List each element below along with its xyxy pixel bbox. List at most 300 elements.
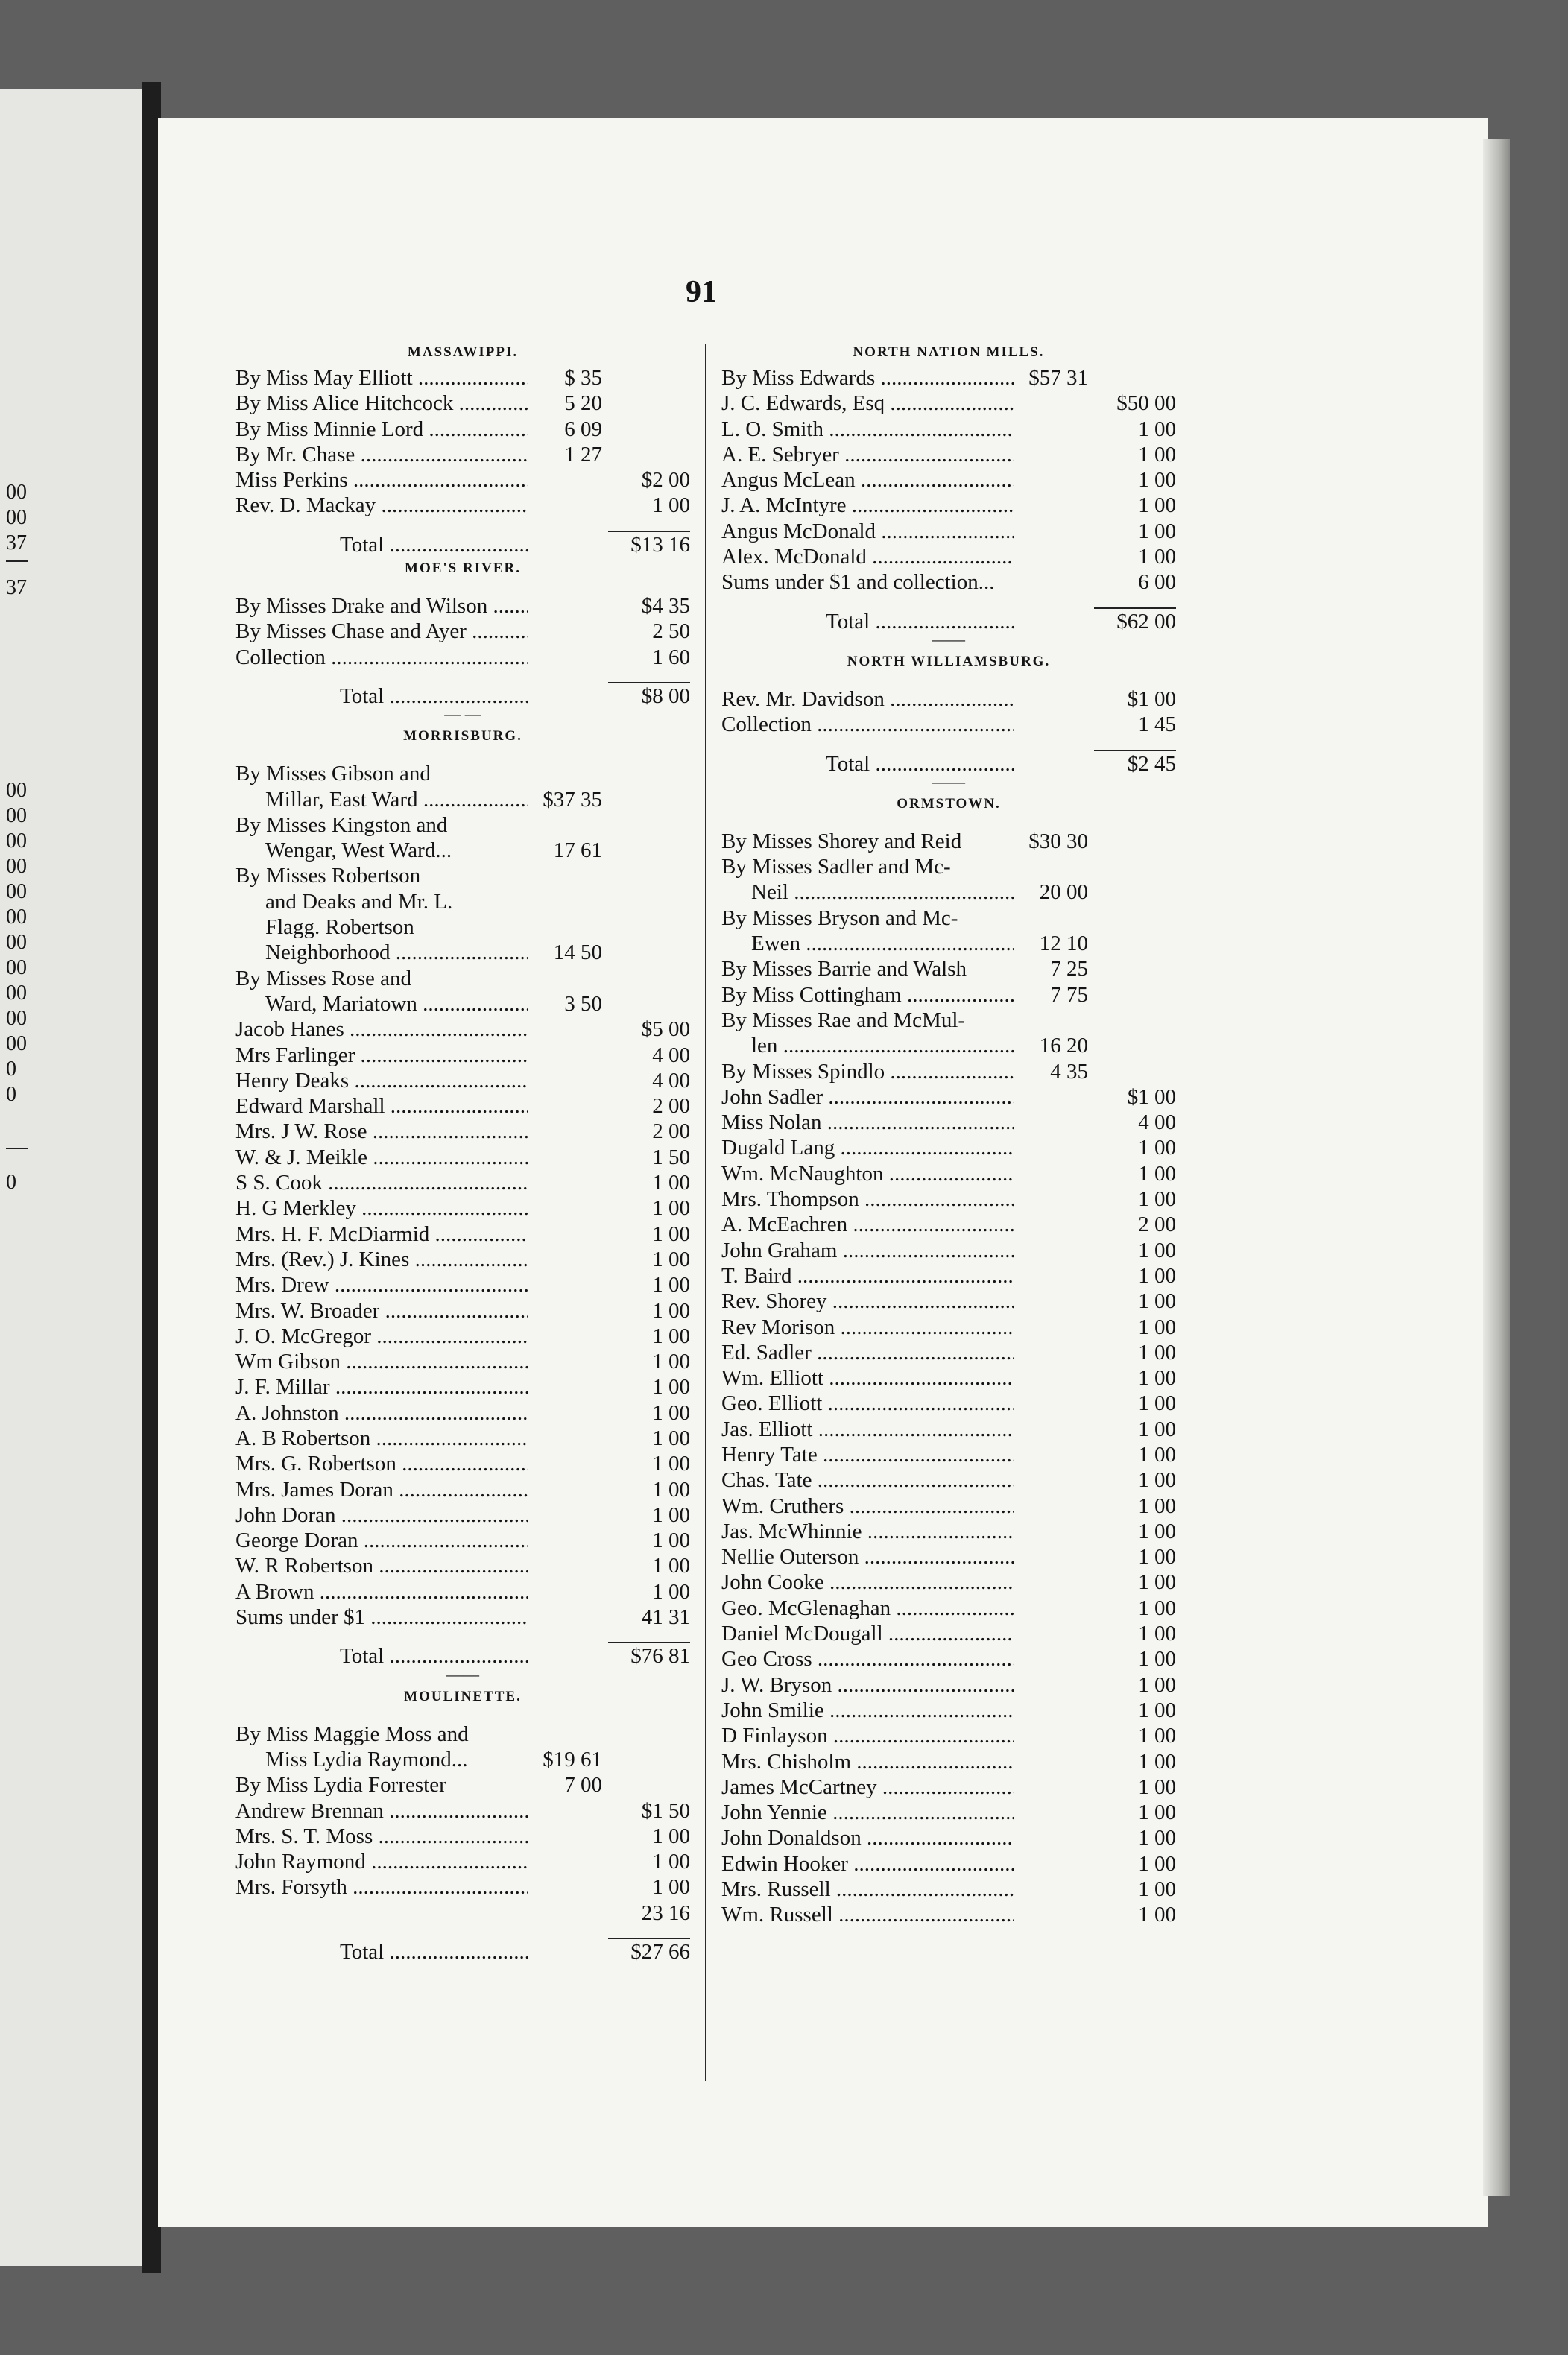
donor-name: Neighborhood ..... xyxy=(235,940,528,965)
collector-row xyxy=(721,905,1176,931)
subtotal-amount: 5 20 xyxy=(564,391,602,416)
subtotal-amount: $ 35 xyxy=(564,366,602,390)
donor-name: Flagg. Robertson xyxy=(265,915,414,940)
donor-row xyxy=(235,1900,690,1926)
donor-row xyxy=(721,519,1176,544)
facing-page xyxy=(0,89,146,2266)
donor-row xyxy=(235,1400,690,1426)
donor-row xyxy=(721,1186,1176,1212)
amount: 1 00 xyxy=(1138,1698,1176,1722)
total-label: Total ..... xyxy=(235,532,528,557)
donor-row xyxy=(721,1723,1176,1748)
donor-name: By Miss Lydia Forrester xyxy=(235,1773,446,1798)
amount: 1 45 xyxy=(1138,712,1176,737)
amount: $76 81 xyxy=(608,1642,690,1669)
subtotal-amount: 7 75 xyxy=(1050,982,1088,1007)
amount: 1 00 xyxy=(652,1247,690,1271)
donor-name: By Misses Chase and Ayer ..... xyxy=(235,619,528,644)
amount: $13 16 xyxy=(608,531,690,557)
donor-row xyxy=(235,1145,690,1170)
donor-name: Wm. Elliott ..... xyxy=(721,1365,1014,1391)
spacer xyxy=(721,674,1176,686)
donor-name: Edward Marshall ..... xyxy=(235,1093,528,1119)
donor-row xyxy=(721,493,1176,518)
donor-name: Sums under $1 and collection... xyxy=(721,570,995,595)
subtotal-amount: 7 25 xyxy=(1050,957,1088,981)
collector-row xyxy=(721,1059,1176,1084)
amount: 1 00 xyxy=(652,1502,690,1527)
donor-row xyxy=(721,1340,1176,1365)
amount: 1 00 xyxy=(1138,1161,1176,1186)
collector-row xyxy=(721,1033,1176,1058)
collector-row xyxy=(235,863,690,888)
facing-page-amount: 00 xyxy=(6,855,27,878)
total-label: Total ..... xyxy=(235,1939,528,1964)
collector-row xyxy=(235,889,690,914)
donor-row xyxy=(235,493,690,518)
donor-name: Mrs. Russell ..... xyxy=(721,1877,1014,1902)
donor-row xyxy=(721,1365,1176,1391)
amount: 1 00 xyxy=(652,1579,690,1604)
collector-row xyxy=(721,829,1176,854)
donor-name: Geo. Elliott ..... xyxy=(721,1391,1014,1416)
left-column xyxy=(235,340,690,1963)
collector-row xyxy=(721,956,1176,981)
facing-page-amount: 00 xyxy=(6,956,27,979)
amount: 1 00 xyxy=(1138,1493,1176,1518)
amount: 1 60 xyxy=(652,645,690,669)
amount: 1 00 xyxy=(1138,493,1176,518)
amount: 1 00 xyxy=(1138,1340,1176,1365)
subtotal-amount: 4 35 xyxy=(1050,1059,1088,1084)
amount: $62 00 xyxy=(1094,607,1176,634)
amount: 1 00 xyxy=(1138,1366,1176,1391)
subtotal-amount: $19 61 xyxy=(543,1747,602,1771)
donor-row xyxy=(235,1349,690,1374)
amount: 1 00 xyxy=(1138,1903,1176,1927)
facing-page-amount: 0 xyxy=(6,1171,16,1194)
facing-page-amount: 00 xyxy=(6,829,27,853)
donor-row xyxy=(721,1493,1176,1519)
amount: 1 00 xyxy=(652,1350,690,1374)
collector-row xyxy=(235,1722,690,1747)
collector-row xyxy=(235,391,690,416)
collector-row xyxy=(235,838,690,863)
amount: $50 00 xyxy=(1116,391,1176,416)
amount: 1 00 xyxy=(1138,519,1176,543)
amount: 1 00 xyxy=(652,1273,690,1297)
subtotal-amount: 3 50 xyxy=(564,991,602,1016)
donor-row xyxy=(235,1451,690,1476)
donor-row xyxy=(721,544,1176,569)
subtotal-amount: 20 00 xyxy=(1039,880,1088,905)
donor-name: Alex. McDonald ..... xyxy=(721,544,1014,569)
donor-row xyxy=(235,1849,690,1874)
donor-row xyxy=(721,1161,1176,1186)
section-separator: —— xyxy=(446,1664,479,1684)
amount: 1 00 xyxy=(652,1875,690,1900)
total-row xyxy=(235,682,690,707)
donor-row xyxy=(235,1502,690,1528)
donor-row xyxy=(721,1467,1176,1493)
amount: 1 00 xyxy=(1138,1391,1176,1416)
donor-name: Mrs. S. T. Moss ..... xyxy=(235,1824,528,1849)
amount: $4 35 xyxy=(641,594,690,619)
subtotal-amount: $30 30 xyxy=(1028,829,1088,853)
right-column xyxy=(721,340,1176,1928)
donor-row xyxy=(721,1672,1176,1698)
spacer xyxy=(235,1630,690,1642)
donor-name: By Miss Alice Hitchcock ..... xyxy=(235,391,528,416)
donor-name: Rev. Shorey ..... xyxy=(721,1289,1014,1314)
donor-row xyxy=(235,619,690,644)
donor-name: Wm. Russell ..... xyxy=(721,1902,1014,1927)
amount: 2 00 xyxy=(652,1119,690,1144)
amount: 1 00 xyxy=(1138,1238,1176,1262)
donor-row xyxy=(721,442,1176,467)
donor-row xyxy=(721,1877,1176,1902)
facing-page-amount: 00 xyxy=(6,1032,27,1055)
donor-name: Chas. Tate ..... xyxy=(721,1467,1014,1493)
donor-name: len ..... xyxy=(721,1033,1014,1058)
amount: 4 00 xyxy=(1138,1110,1176,1135)
donor-row xyxy=(721,1263,1176,1289)
donor-row xyxy=(235,1553,690,1578)
facing-page-amount: 37 xyxy=(6,531,27,554)
facing-page-amount: 00 xyxy=(6,880,27,903)
facing-page-amount: 0 xyxy=(6,1058,16,1081)
donor-name: Henry Deaks ..... xyxy=(235,1068,528,1093)
total-label: Total ..... xyxy=(235,683,528,709)
donor-name: By Misses Kingston and xyxy=(235,812,448,837)
donor-name: A. E. Sebryer ..... xyxy=(721,442,1014,467)
donor-row xyxy=(721,1851,1176,1877)
amount: 2 50 xyxy=(652,619,690,644)
donor-row xyxy=(721,1519,1176,1544)
donor-row xyxy=(721,569,1176,595)
donor-name: By Misses Spindlo ..... xyxy=(721,1059,1014,1084)
donor-name: Mrs. J W. Rose ..... xyxy=(235,1119,528,1144)
facing-page-amount: 00 xyxy=(6,481,27,504)
donor-name: Rev. D. Mackay ..... xyxy=(235,493,528,518)
donor-name: W. & J. Meikle ..... xyxy=(235,1145,528,1170)
donor-name: By Misses Sadler and Mc- xyxy=(721,855,951,879)
amount: 1 00 xyxy=(1138,1622,1176,1646)
donor-name: Edwin Hooker ..... xyxy=(721,1851,1014,1877)
facing-page-amount: 00 xyxy=(6,779,27,802)
donor-row xyxy=(721,1289,1176,1314)
donor-row xyxy=(235,593,690,619)
donor-name: T. Baird ..... xyxy=(721,1263,1014,1289)
amount: 6 00 xyxy=(1138,570,1176,595)
section-heading: NORTH NATION MILLS. xyxy=(853,344,1045,360)
spacer xyxy=(235,581,690,593)
total-row xyxy=(235,1642,690,1667)
amount: 41 31 xyxy=(641,1605,690,1630)
donor-row xyxy=(235,1426,690,1451)
donor-row xyxy=(721,1902,1176,1927)
total-label: Total ..... xyxy=(721,609,1014,634)
section-heading: NORTH WILLIAMSBURG. xyxy=(847,653,1051,669)
donor-name: By Miss Cottingham ..... xyxy=(721,982,1014,1008)
donor-name: By Misses Drake and Wilson ..... xyxy=(235,593,528,619)
donor-name: John Cooke ..... xyxy=(721,1570,1014,1595)
section-heading: MOULINETTE. xyxy=(404,1688,522,1704)
donor-name: J. W. Bryson ..... xyxy=(721,1672,1014,1698)
donor-row xyxy=(235,1093,690,1119)
amount: 1 00 xyxy=(652,1477,690,1502)
amount: 1 00 xyxy=(652,1298,690,1323)
collector-row xyxy=(721,1008,1176,1033)
amount: 2 00 xyxy=(1138,1213,1176,1237)
amount: 1 00 xyxy=(652,1171,690,1195)
subtotal-amount: 16 20 xyxy=(1039,1034,1088,1058)
donor-row xyxy=(721,1646,1176,1672)
donor-name: A. Johnston ..... xyxy=(235,1400,528,1426)
spacer xyxy=(235,670,690,682)
donor-name: Angus McLean ..... xyxy=(721,467,1014,493)
facing-page-amount: 00 xyxy=(6,931,27,954)
donor-name: L. O. Smith ..... xyxy=(721,417,1014,442)
donor-row xyxy=(235,1477,690,1502)
donor-name: John Doran ..... xyxy=(235,1502,528,1528)
total-label: Total ..... xyxy=(721,751,1014,777)
amount: 4 00 xyxy=(652,1068,690,1093)
donor-row xyxy=(721,1212,1176,1237)
donor-name: Dugald Lang ..... xyxy=(721,1135,1014,1160)
donor-name: By Miss Edwards ..... xyxy=(721,365,1014,391)
total-row xyxy=(235,531,690,556)
donor-row xyxy=(235,1298,690,1324)
donor-name: Ed. Sadler ..... xyxy=(721,1340,1014,1365)
amount: 1 00 xyxy=(1138,1801,1176,1825)
donor-name: Geo. McGlenaghan ..... xyxy=(721,1596,1014,1621)
amount: 1 00 xyxy=(652,1850,690,1874)
donor-name: By Misses Barrie and Walsh xyxy=(721,957,967,981)
donor-name: Mrs. Thompson ..... xyxy=(721,1186,1014,1212)
amount: 1 00 xyxy=(652,1196,690,1221)
amount: $1 50 xyxy=(641,1798,690,1823)
donor-name: John Smilie ..... xyxy=(721,1698,1014,1723)
collector-row xyxy=(721,854,1176,879)
facing-page-amount: 37 xyxy=(6,576,27,599)
amount: $8 00 xyxy=(608,682,690,709)
page-edge xyxy=(1483,139,1510,2196)
amount: 1 00 xyxy=(1138,1519,1176,1543)
donor-name: By Mr. Chase ..... xyxy=(235,442,528,467)
donor-row xyxy=(721,1238,1176,1263)
collector-row xyxy=(235,914,690,940)
donor-name: Rev Morison ..... xyxy=(721,1315,1014,1340)
section-separator: —— xyxy=(932,771,965,791)
donor-name: Miss Perkins ..... xyxy=(235,467,528,493)
amount: 1 00 xyxy=(1138,1545,1176,1570)
amount: $2 45 xyxy=(1094,750,1176,777)
donor-row xyxy=(235,1068,690,1093)
collector-row xyxy=(721,931,1176,956)
amount: 1 50 xyxy=(652,1145,690,1169)
donor-name: Sums under $1 ..... xyxy=(235,1605,528,1630)
donor-name: J. F. Millar ..... xyxy=(235,1374,528,1400)
donor-name: Jas. McWhinnie ..... xyxy=(721,1519,1014,1544)
spacer xyxy=(721,738,1176,750)
amount: 1 00 xyxy=(1138,417,1176,441)
donor-row xyxy=(235,1798,690,1824)
donor-name: Collection ..... xyxy=(721,712,1014,737)
donor-name: By Miss Minnie Lord ..... xyxy=(235,417,528,442)
donor-row xyxy=(721,1749,1176,1774)
amount: 1 00 xyxy=(652,1452,690,1476)
spacer xyxy=(235,519,690,531)
donor-row xyxy=(235,645,690,670)
donor-name: Wm Gibson ..... xyxy=(235,1349,528,1374)
facing-page-amount: 0 xyxy=(6,1083,16,1106)
amount: 1 00 xyxy=(1138,1826,1176,1850)
donor-row xyxy=(235,1195,690,1221)
donor-name: By Miss May Elliott ..... xyxy=(235,365,528,391)
donor-row xyxy=(721,1570,1176,1595)
amount: 1 00 xyxy=(652,1375,690,1400)
donor-name: Collection ..... xyxy=(235,645,528,670)
donor-name: W. R Robertson ..... xyxy=(235,1553,528,1578)
donor-name: Jacob Hanes ..... xyxy=(235,1017,528,1042)
facing-page-rule xyxy=(6,560,28,562)
subtotal-amount: $37 35 xyxy=(543,787,602,812)
subtotal-amount: 7 00 xyxy=(564,1773,602,1798)
donor-row xyxy=(721,1084,1176,1110)
facing-page-amount: 00 xyxy=(6,1007,27,1030)
donor-name: John Raymond ..... xyxy=(235,1849,528,1874)
donor-row xyxy=(721,1544,1176,1570)
amount: 1 00 xyxy=(1138,1877,1176,1902)
donor-name: Miss Nolan ..... xyxy=(721,1110,1014,1135)
subtotal-amount: 12 10 xyxy=(1039,932,1088,956)
donor-row xyxy=(235,1605,690,1630)
donor-name: A Brown ..... xyxy=(235,1579,528,1605)
donor-row xyxy=(235,1579,690,1605)
donor-name: A. B Robertson ..... xyxy=(235,1426,528,1451)
donor-row xyxy=(235,1528,690,1553)
donor-name: Mrs. H. F. McDiarmid ..... xyxy=(235,1221,528,1247)
amount: 1 00 xyxy=(652,1529,690,1553)
donor-row xyxy=(721,1800,1176,1825)
donor-name: Mrs. Chisholm ..... xyxy=(721,1749,1014,1774)
donor-name: By Misses Rae and McMul- xyxy=(721,1008,966,1032)
amount: 1 00 xyxy=(1138,1289,1176,1314)
amount: 1 00 xyxy=(1138,1468,1176,1493)
amount: $5 00 xyxy=(641,1017,690,1042)
donor-row xyxy=(235,1119,690,1144)
donor-name: Andrew Brennan ..... xyxy=(235,1798,528,1824)
donor-row xyxy=(721,1315,1176,1340)
donor-name: Mrs. Forsyth ..... xyxy=(235,1874,528,1900)
collector-row xyxy=(721,365,1176,391)
donor-name: John Yennie ..... xyxy=(721,1800,1014,1825)
total-row xyxy=(721,750,1176,775)
donor-row xyxy=(721,1442,1176,1467)
collector-row xyxy=(235,812,690,838)
donor-name: Ward, Mariatown ..... xyxy=(235,991,528,1017)
donor-row xyxy=(235,467,690,493)
collector-row xyxy=(721,982,1176,1008)
donor-name: John Donaldson ..... xyxy=(721,1825,1014,1850)
amount: 1 00 xyxy=(652,493,690,518)
donor-name: Millar, East Ward ..... xyxy=(235,787,528,812)
amount: 1 00 xyxy=(652,1324,690,1348)
donor-row xyxy=(721,1698,1176,1723)
facing-page-amount: 00 xyxy=(6,905,27,929)
subtotal-amount: 14 50 xyxy=(553,941,602,965)
subtotal-amount: 1 27 xyxy=(564,442,602,467)
amount: 1 00 xyxy=(1138,1417,1176,1441)
amount: 1 00 xyxy=(1138,1647,1176,1672)
amount: 1 00 xyxy=(652,1426,690,1450)
donor-row xyxy=(721,1774,1176,1800)
donor-name: J. O. McGregor ..... xyxy=(235,1324,528,1349)
amount: 1 00 xyxy=(1138,1672,1176,1697)
donor-name: By Misses Shorey and Reid xyxy=(721,829,962,853)
section-separator: —— xyxy=(932,629,965,648)
facing-page-rule xyxy=(6,1148,28,1149)
facing-page-amount: 00 xyxy=(6,506,27,529)
donor-name: Nellie Outerson ..... xyxy=(721,1544,1014,1570)
amount: 1 00 xyxy=(652,1554,690,1578)
subtotal-amount: $57 31 xyxy=(1028,366,1088,390)
donor-name: Wm. McNaughton ..... xyxy=(721,1161,1014,1186)
collector-row xyxy=(235,1772,690,1798)
amount: 1 00 xyxy=(1138,1136,1176,1160)
donor-row xyxy=(235,1824,690,1849)
donor-name: James McCartney ..... xyxy=(721,1774,1014,1800)
donor-name: George Doran ..... xyxy=(235,1528,528,1553)
page-number: 91 xyxy=(686,275,717,309)
donor-row xyxy=(721,1110,1176,1135)
donor-name: Henry Tate ..... xyxy=(721,1442,1014,1467)
donor-row xyxy=(235,1374,690,1400)
section-heading: MASSAWIPPI. xyxy=(407,344,519,360)
amount: 1 00 xyxy=(1138,1596,1176,1620)
amount: 1 00 xyxy=(1138,1749,1176,1774)
donor-row xyxy=(721,1825,1176,1850)
collector-row xyxy=(721,879,1176,905)
donor-name: Mrs Farlinger ..... xyxy=(235,1043,528,1068)
donor-name: Wm. Cruthers ..... xyxy=(721,1493,1014,1519)
amount: $1 00 xyxy=(1127,1084,1176,1109)
amount: 1 00 xyxy=(1138,1570,1176,1595)
amount: $2 00 xyxy=(641,468,690,493)
donor-name: Mrs. W. Broader ..... xyxy=(235,1298,528,1324)
collector-row xyxy=(235,365,690,391)
amount: 4 00 xyxy=(652,1043,690,1067)
amount: 1 00 xyxy=(652,1824,690,1848)
amount: 1 00 xyxy=(1138,468,1176,493)
donor-name: John Sadler ..... xyxy=(721,1084,1014,1110)
donor-name: Ewen ..... xyxy=(721,931,1014,956)
donor-row xyxy=(721,1621,1176,1646)
donor-row xyxy=(235,1221,690,1247)
facing-page-amount: 00 xyxy=(6,804,27,827)
spacer xyxy=(721,817,1176,829)
collector-row xyxy=(235,761,690,786)
donor-name: By Miss Maggie Moss and xyxy=(235,1722,469,1746)
section-heading: ORMSTOWN. xyxy=(897,795,1001,812)
donor-row xyxy=(235,1170,690,1195)
donor-name: John Graham ..... xyxy=(721,1238,1014,1263)
donor-row xyxy=(721,1596,1176,1621)
total-row xyxy=(721,607,1176,633)
amount: 1 00 xyxy=(1138,1187,1176,1212)
donor-name: S S. Cook ..... xyxy=(235,1170,528,1195)
